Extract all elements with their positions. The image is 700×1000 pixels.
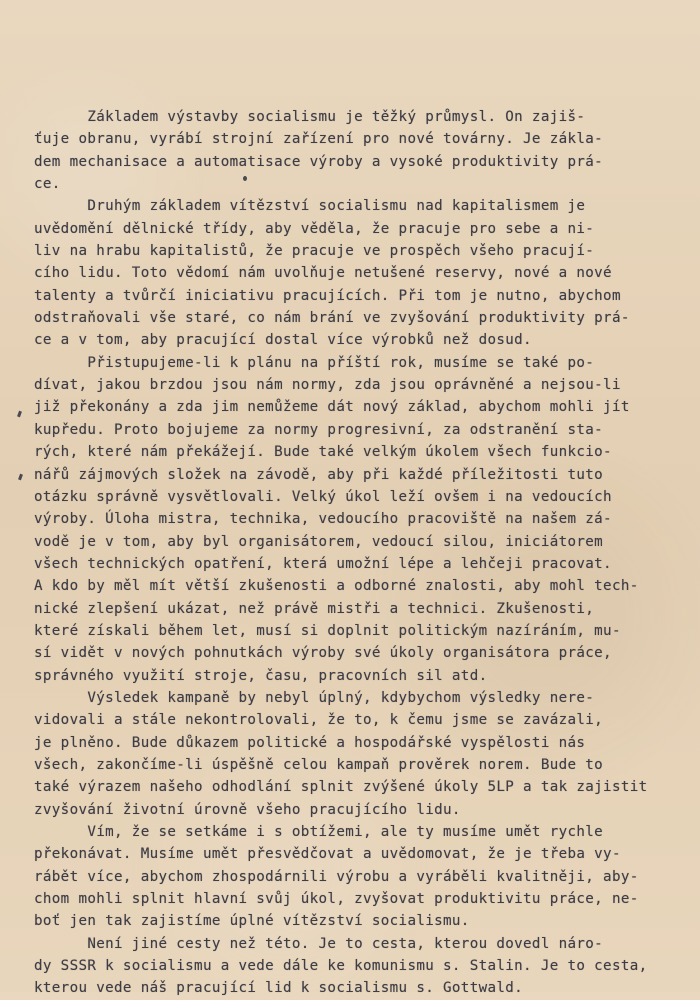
text-line: talenty a tvůrčí iniciativu pracujících. Při tom je nutno, abychom bbox=[34, 287, 621, 304]
text-line: Výsledek kampaně by nebyl úplný, kdybychom výsledky nere- bbox=[34, 689, 595, 706]
text-line: ťuje obranu, vyrábí strojní zařízení pro nové továrny. Je zákla- bbox=[34, 131, 604, 148]
text-line: také výrazem našeho odhodlání splnit zvýšené úkoly 5LP a tak zajistit bbox=[34, 779, 648, 796]
text-line: cího lidu. Toto vědomí nám uvolňuje netušené reservy, nové a nové bbox=[34, 265, 612, 282]
body-text bbox=[34, 106, 664, 1000]
text-line: je plněno. Bude důkazem politické a hospodářské vyspělosti nás bbox=[34, 734, 586, 751]
text-line: chom mohli splnit hlavní svůj úkol, zvyšovat produktivitu práce, ne- bbox=[34, 891, 639, 908]
text-line: Není jiné cesty než této. Je to cesta, kterou dovedl náro- bbox=[34, 935, 604, 952]
text-line: dem mechanisace a automatisace výroby a vysoké produktivity prá- bbox=[34, 153, 604, 170]
text-line: rábět více, abychom zhospodárnili výrobu a vyráběli kvalitněji, aby- bbox=[34, 868, 639, 885]
text-line: kterou vede náš pracující lid k socialismu s. Gottwald. bbox=[34, 980, 524, 997]
margin-mark bbox=[18, 474, 23, 481]
text-line: Druhým základem vítězství socialismu nad kapitalismem je bbox=[34, 198, 586, 215]
text-line: boť jen tak zajistíme úplné vítězství socialismu. bbox=[34, 913, 470, 930]
text-line: všech, zakončíme-li úspěšně celou kampaň prověrek norem. Bude to bbox=[34, 756, 604, 773]
text-line: odstraňovali vše staré, co nám brání ve zvyšování produktivity prá- bbox=[34, 310, 630, 327]
text-line: které získali během let, musí si doplnit politickým nazíráním, mu- bbox=[34, 622, 621, 639]
text-line: liv na hrabu kapitalistů, že pracuje ve prospěch všeho pracují- bbox=[34, 243, 595, 260]
text-line: vodě je v tom, aby byl organisátorem, vedoucí silou, iniciátorem bbox=[34, 533, 604, 550]
text-line: uvědomění dělnické třídy, aby věděla, že pracuje pro sebe a ni- bbox=[34, 220, 595, 237]
text-line: nářů zájmových složek na závodě, aby při každé příležitosti tuto bbox=[34, 466, 604, 483]
text-line: ce a v tom, aby pracující dostal více výrobků než dosud. bbox=[34, 332, 532, 349]
text-line: vidovali a stále nekontrolovali, že to, k čemu jsme se zavázali, bbox=[34, 712, 604, 729]
text-line: kupředu. Proto bojujeme za normy progresivní, za odstranění sta- bbox=[34, 421, 604, 438]
text-line: Základem výstavby socialismu je těžký průmysl. On zajiš- bbox=[34, 109, 586, 125]
text-line: rých, které nám překážejí. Bude také velkým úkolem všech funkcio- bbox=[34, 444, 612, 461]
text-line: dy SSSR k socialismu a vede dále ke komunismu s. Stalin. Je to cesta, bbox=[34, 958, 648, 975]
text-line: ce. bbox=[34, 176, 61, 193]
text-line: otázku správně vysvětlovali. Velký úkol leží ovšem i na vedoucích bbox=[34, 488, 612, 505]
text-line: výroby. Úloha mistra, technika, vedoucího pracoviště na našem zá- bbox=[34, 511, 612, 528]
text-line: překonávat. Musíme umět přesvědčovat a uvědomovat, že je třeba vy- bbox=[34, 846, 621, 863]
text-line: nické zlepšení ukázat, než právě mistři a technici. Zkušenosti, bbox=[34, 600, 595, 617]
text-line: Přistupujeme-li k plánu na příští rok, musíme se také po- bbox=[34, 354, 595, 371]
text-line: již překonány a zda jim nemůžeme dát nový základ, abychom mohli jít bbox=[34, 399, 630, 416]
margin-mark bbox=[17, 411, 22, 418]
text-line: Vím, že se setkáme i s obtížemi, ale ty musíme umět rychle bbox=[34, 824, 604, 840]
text-line: zvyšování životní úrovně všeho pracujícího lidu. bbox=[34, 801, 461, 818]
text-line: dívat, jakou brzdou jsou nám normy, zda jsou oprávněné a nejsou-li bbox=[34, 377, 621, 394]
text-line: sí vidět v nových pohnutkách výroby své úkoly organisátora práce, bbox=[34, 645, 612, 662]
text-line: správného využití stroje, času, pracovních sil atd. bbox=[34, 667, 488, 684]
text-line: všech technických opatření, která umožní lépe a lehčeji pracovat. bbox=[34, 555, 612, 572]
text-line: A kdo by měl mít větší zkušenosti a odborné znalosti, aby mohl tech- bbox=[34, 578, 639, 595]
